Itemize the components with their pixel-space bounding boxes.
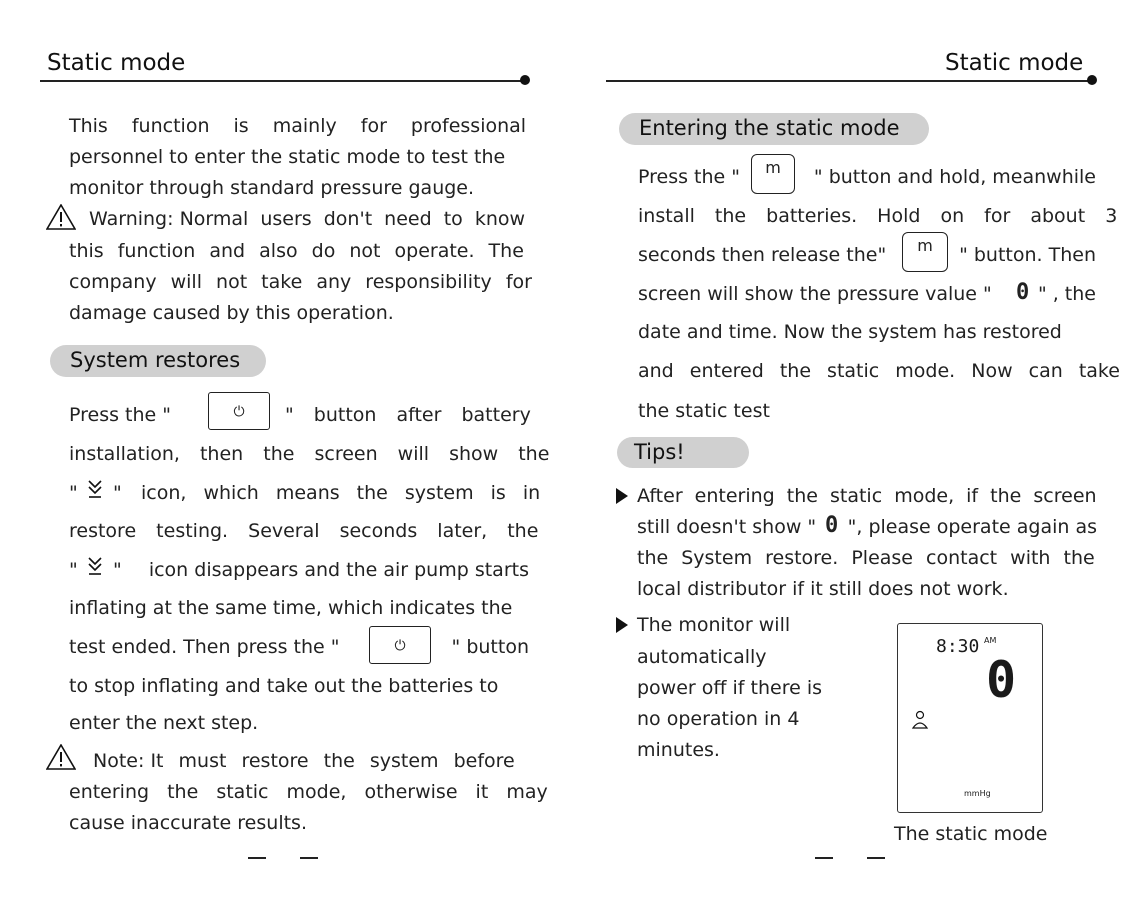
restore-3-quote-open: " [69, 482, 78, 504]
restore-3-quote-close: " [113, 482, 122, 504]
tip-line-2 [637, 513, 1097, 544]
restore-1-post: " button after battery [285, 404, 531, 426]
intro-text-1: This function is mainly for professional [69, 115, 527, 137]
restore-line-5 [69, 559, 529, 587]
zero-digit-inline-2: 0 [825, 513, 839, 538]
enter-line-5: date and time. Now the system has restored [638, 321, 1062, 343]
restore-7-post: " button [451, 636, 529, 658]
note-line-2: entering the static mode, otherwise it may [69, 781, 548, 803]
warning-line-1 [89, 208, 525, 230]
warning-text-1: Normal users don't need to know [179, 208, 526, 230]
tip-2-arrow-icon [616, 617, 628, 633]
restore-5-quote-open: " [69, 559, 78, 581]
entering-static-mode-label: Entering the static mode [639, 116, 900, 140]
enter-1-pre: Press the " [638, 166, 741, 188]
lcd-ampm: AM [984, 636, 997, 645]
right-page-mark-1 [815, 857, 833, 859]
power-icon: ⏻ [233, 404, 245, 420]
entering-static-mode-heading [619, 113, 929, 145]
warning-label: Warning: [89, 208, 174, 230]
left-page-mark-2 [300, 857, 318, 859]
restore-7-pre: test ended. Then press the " [69, 636, 340, 658]
note-text-1: It must restore the system before [150, 750, 515, 772]
lcd-time: 8:30 [936, 636, 980, 657]
tip-line-1: After entering the static mode, if the screen [637, 485, 1097, 507]
restore-line-3 [69, 482, 541, 510]
left-page-header: Static mode [47, 50, 186, 76]
restore-1-pre: Press the " [69, 404, 172, 426]
tip-1-arrow-icon [616, 488, 628, 504]
m-button-box-2 [902, 232, 948, 272]
m-button-box-1 [751, 154, 795, 194]
restore-5-post: icon disappears and the air pump starts [148, 559, 529, 581]
lcd-person-icon [911, 710, 929, 730]
lcd-pressure-value: 0 [986, 651, 1017, 709]
tip-5-line-4: no operation in 4 [637, 708, 800, 730]
power-button-box-1 [208, 392, 270, 430]
tip-5-line-1: The monitor will [637, 614, 791, 636]
enter-line-3 [638, 236, 1096, 272]
tip-2-post: ", please operate again as [847, 516, 1097, 538]
right-header-dot [1087, 75, 1097, 85]
enter-3-pre: seconds then release the" [638, 244, 887, 266]
tips-heading [617, 437, 749, 468]
tip-5-line-2: automatically [637, 646, 767, 668]
restore-chevrons-icon [86, 478, 104, 500]
enter-1-post: " button and hold, meanwhile [813, 166, 1096, 188]
enter-line-4 [638, 280, 1096, 311]
left-header-rule [40, 80, 524, 82]
warning-line-3: company will not take any responsibility for [69, 271, 532, 293]
warning-line-2: this function and also do not operate. The [69, 240, 524, 262]
restore-line-1 [69, 404, 529, 432]
restore-line-9: enter the next step. [69, 712, 259, 734]
restore-5-quote-close: " [113, 559, 122, 581]
system-restores-label: System restores [70, 348, 241, 372]
power-button-box-2 [369, 626, 431, 664]
restore-line-7 [69, 636, 529, 664]
m-button-label-1: m [765, 158, 781, 177]
left-page-mark-1 [248, 857, 266, 859]
restore-line-4: restore testing. Several seconds later, the [69, 520, 539, 542]
intro-line-2: personnel to enter the static mode to test the [69, 146, 506, 168]
note-warning-icon [46, 744, 76, 770]
restore-line-8: to stop inflating and take out the batteries to [69, 675, 499, 697]
restore-3-post: icon, which means the system is in [141, 482, 541, 504]
note-line-3: cause inaccurate results. [69, 812, 307, 834]
restore-chevrons-icon-2 [86, 555, 104, 577]
note-label: Note: [93, 750, 145, 772]
tip-5-line-5: minutes. [637, 739, 720, 761]
tip-5-line-3: power off if there is [637, 677, 823, 699]
enter-line-7: the static test [638, 400, 770, 422]
intro-line-1 [69, 115, 529, 137]
enter-4-post: " , the [1037, 283, 1096, 305]
static-mode-lcd-display [897, 623, 1043, 813]
left-header-dot [520, 75, 530, 85]
note-line-1 [93, 750, 515, 772]
zero-digit-inline: 0 [1016, 280, 1030, 305]
right-page-header: Static mode [945, 50, 1084, 76]
lcd-unit: mmHg [964, 789, 991, 798]
restore-line-6: inflating at the same time, which indicates the [69, 597, 513, 619]
power-icon-2: ⏻ [394, 638, 406, 654]
warning-triangle-icon [46, 204, 76, 230]
enter-3-post: " button. Then [959, 244, 1096, 266]
enter-line-2: install the batteries. Hold on for about 3 [638, 205, 1118, 227]
m-button-label-2: m [917, 236, 933, 255]
tip-line-4: local distributor if it still does not work. [637, 578, 1009, 600]
lcd-caption: The static mode [894, 823, 1048, 845]
tips-label: Tips! [634, 440, 685, 464]
enter-line-1 [638, 158, 1096, 194]
warning-line-4: damage caused by this operation. [69, 302, 394, 324]
intro-line-3: monitor through standard pressure gauge. [69, 177, 475, 199]
right-page-mark-2 [867, 857, 885, 859]
system-restores-heading [50, 345, 266, 377]
tip-2-pre: still doesn't show " [637, 516, 817, 538]
enter-4-pre: screen will show the pressure value " [638, 283, 992, 305]
restore-line-2: installation, then the screen will show the [69, 443, 550, 465]
enter-line-6: and entered the static mode. Now can take [638, 360, 1120, 382]
right-header-rule [606, 80, 1090, 82]
tip-line-3: the System restore. Please contact with the [637, 547, 1095, 569]
